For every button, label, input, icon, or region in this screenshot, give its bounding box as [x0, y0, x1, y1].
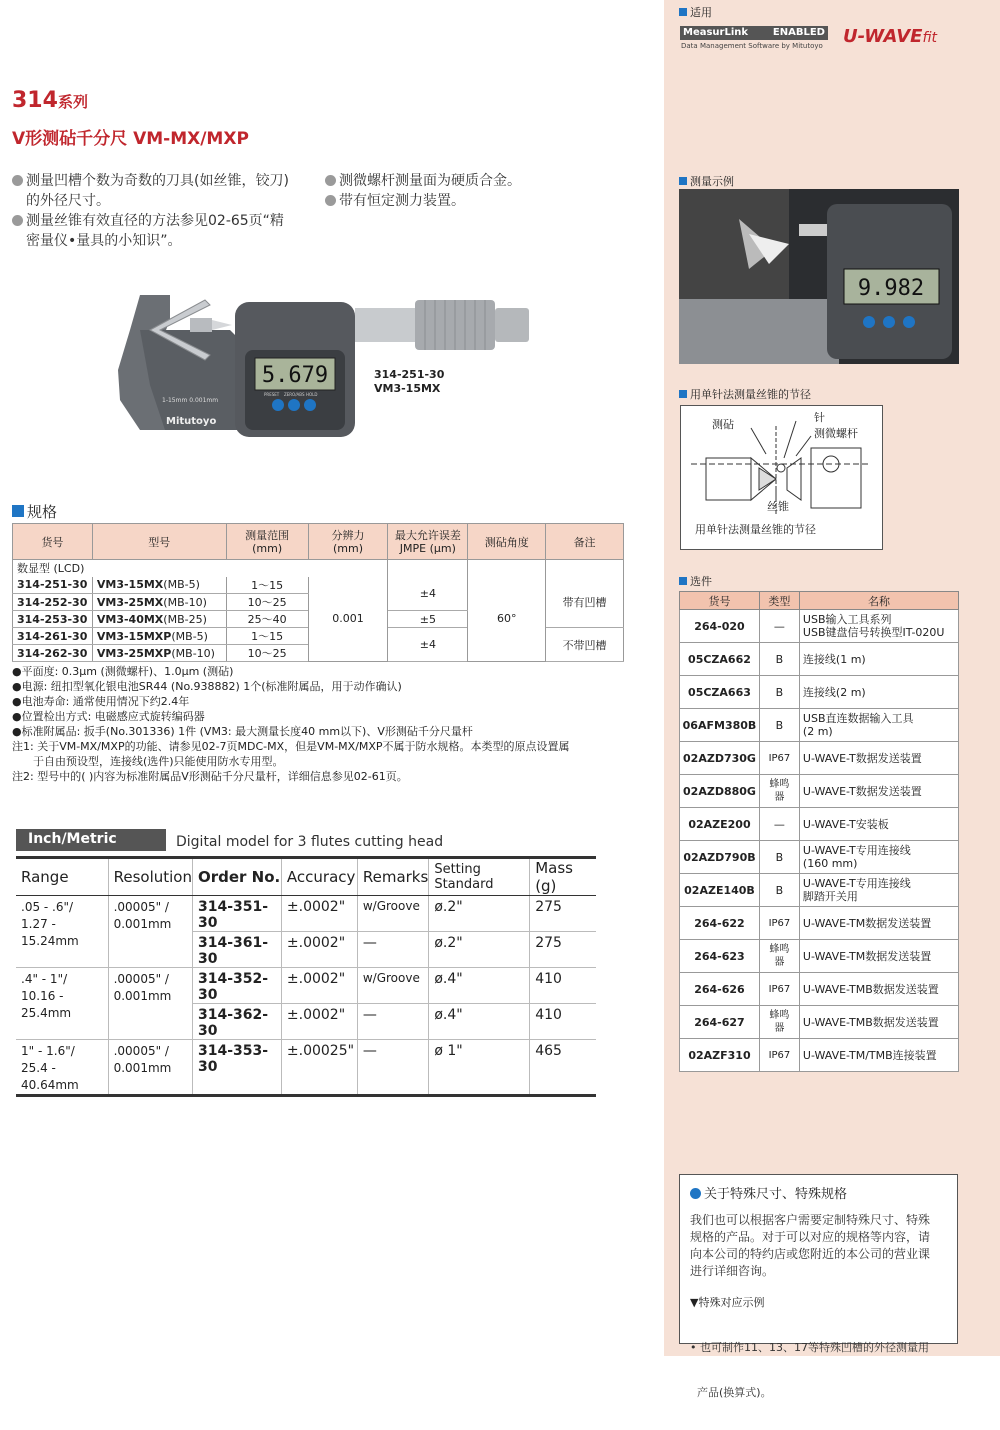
- table-row: 314-362-30 ±.0002" — ø.4" 410: [16, 1004, 596, 1040]
- label-tap: 丝锥: [767, 500, 789, 513]
- hold-label: HOLD: [306, 392, 318, 397]
- col-header: 货号: [680, 592, 760, 610]
- feature-list-left: [12, 171, 322, 251]
- col-header: Order No.: [192, 858, 281, 896]
- option-row: [680, 940, 959, 973]
- option-name-line: 连接线(2 m): [802, 685, 866, 699]
- series-title: 314系列: [12, 88, 88, 113]
- option-type: IP67: [759, 907, 799, 940]
- option-code: 264-627: [680, 1006, 760, 1039]
- table-row: 314-361-30 ±.0002" — ø.2" 275: [16, 932, 596, 968]
- option-type: IP67: [759, 742, 799, 775]
- option-row: [680, 973, 959, 1006]
- table-row: 1" - 1.6"/ 25.4 - 40.64mm .00005" / 0.001mm 314-353-30 ±.00025" — ø 1" 465: [16, 1040, 596, 1096]
- option-name-line: 脚踏开关用: [802, 890, 858, 903]
- table-row: 314-261-30 VM3-15MXP(MB-5) 1～15 ±4 不带凹槽: [13, 628, 624, 645]
- option-name-line: U-WAVE-T专用连接线: [802, 844, 911, 857]
- diagram-caption: 用单针法测量丝锥的节径: [695, 523, 816, 536]
- option-code: 05CZA663: [680, 676, 760, 709]
- spec-heading: 规格: [12, 501, 57, 522]
- product-subtitle: V形测砧千分尺 VM-MX/MXP: [12, 129, 249, 149]
- option-name: [799, 643, 958, 676]
- uwave-logo: U-WAVEfit: [843, 26, 937, 47]
- feature-item: 测量丝锥有效直径的方法参见02-65页“精: [26, 213, 284, 229]
- col-header: 类型: [759, 592, 799, 610]
- option-code: 264-623: [680, 940, 760, 973]
- measurlink-subtitle: Data Management Software by Mitutoyo: [681, 42, 823, 50]
- bullet-icon: [12, 175, 23, 186]
- option-name-line: U-WAVE-TM/TMB连接装置: [802, 1048, 937, 1062]
- option-code: 02AZF310: [680, 1039, 760, 1072]
- special-example-text: • 也可制作11、13、17等特殊凹槽的外径测量用 产品(换算式)。: [690, 1341, 929, 1399]
- option-type: B: [759, 643, 799, 676]
- table-row: 314-253-30 VM3-40MX(MB-25) 25～40 ±5: [13, 611, 624, 628]
- option-name-line: U-WAVE-T数据发送装置: [802, 784, 922, 798]
- option-name-line: U-WAVE-T数据发送装置: [802, 751, 922, 765]
- option-row: [680, 907, 959, 940]
- feature-item: 测量凹槽个数为奇数的刀具(如丝锥，铰刀): [26, 173, 289, 189]
- preset-label: PRESET: [264, 392, 280, 397]
- option-row: [680, 709, 959, 742]
- col-header: Setting Standard: [429, 858, 530, 896]
- col-header: 备注: [546, 524, 624, 560]
- option-type: IP67: [759, 973, 799, 1006]
- inch-metric-tag: Inch/Metric: [16, 829, 166, 851]
- col-header: 货号: [13, 524, 93, 560]
- lcd-value: 5.679: [261, 363, 329, 388]
- col-header: 测量范围 (mm): [226, 524, 308, 560]
- options-heading: 选件: [679, 573, 712, 589]
- option-code: 264-622: [680, 907, 760, 940]
- option-type: B: [759, 841, 799, 874]
- option-name-line: U-WAVE-TM数据发送装置: [802, 949, 932, 963]
- angle-cell: 60°: [468, 577, 546, 662]
- option-type: B: [759, 874, 799, 907]
- feature-item: 测微螺杆测量面为硬质合金。: [339, 173, 521, 189]
- col-header: 测砧角度: [468, 524, 546, 560]
- inch-caption: Digital model for 3 flutes cutting head: [176, 834, 444, 850]
- feature-item: 带有恒定测力装置。: [339, 193, 465, 209]
- option-type: B: [759, 709, 799, 742]
- option-name: [799, 808, 958, 841]
- lcd-value: 9.982: [857, 276, 925, 301]
- label-spindle: 测微螺杆: [814, 427, 858, 440]
- option-name-line: U-WAVE-T专用连接线: [802, 877, 911, 890]
- option-type: B: [759, 676, 799, 709]
- group-label: 数显型 (LCD): [13, 560, 309, 577]
- option-name: [799, 1006, 958, 1039]
- option-name-line: U-WAVE-TM数据发送装置: [802, 916, 932, 930]
- option-name: [799, 841, 958, 874]
- product-caption: 314-251-30 VM3-15MX: [374, 368, 445, 395]
- option-name: [799, 742, 958, 775]
- option-name-line: USB直连数据输入工具: [802, 712, 914, 725]
- option-type: IP67: [759, 1039, 799, 1072]
- bullet-icon: [325, 175, 336, 186]
- option-name: [799, 610, 958, 643]
- col-header: Mass (g): [530, 858, 596, 896]
- feature-item: 的外径尺寸。: [26, 193, 110, 209]
- option-row: [680, 808, 959, 841]
- special-example-heading: ▼特殊对应示例: [690, 1296, 765, 1309]
- option-name-line: USB键盘信号转换型IT-020U: [802, 626, 945, 639]
- option-code: 264-626: [680, 973, 760, 1006]
- spec-header-row: [13, 524, 624, 560]
- frame-text: 1-15mm 0.001mm: [162, 397, 219, 404]
- option-row: [680, 676, 959, 709]
- special-spec-box: [679, 1174, 958, 1399]
- option-code: 02AZD790B: [680, 841, 760, 874]
- option-code: 264-020: [680, 610, 760, 643]
- col-header: 分辨力 (mm): [308, 524, 388, 560]
- option-type: 蜂鸣器: [759, 775, 799, 808]
- label-pin: 针: [814, 411, 825, 424]
- option-code: 02AZD880G: [680, 775, 760, 808]
- bullet-icon: [12, 215, 23, 226]
- option-code: 05CZA662: [680, 643, 760, 676]
- pin-method-heading: 用单针法测量丝锥的节径: [679, 386, 811, 402]
- inch-table: [16, 856, 596, 1097]
- table-row: 314-251-30 VM3-15MX(MB-5) 1～15 0.001 ±4 60° 带有凹槽: [13, 577, 624, 594]
- brand-logo: Mitutoyo: [166, 416, 217, 427]
- col-header: Range: [16, 858, 108, 896]
- special-spec-title: 关于特殊尺寸、特殊规格: [690, 1183, 947, 1202]
- option-row: [680, 874, 959, 907]
- option-name: [799, 940, 958, 973]
- option-name-line: (160 mm): [802, 857, 858, 870]
- option-name: [799, 775, 958, 808]
- option-row: [680, 742, 959, 775]
- option-name: [799, 907, 958, 940]
- col-header: Remarks: [357, 858, 428, 896]
- applies-heading: 适用: [679, 4, 712, 20]
- option-code: 02AZE200: [680, 808, 760, 841]
- spec-notes: ●平面度: 0.3μm (测微螺杆)、1.0μm (测砧) ●电源: 纽扣型氧化银电池SR44 (No.938882) 1个(标准附属品，用于动作确认) ●电池寿命: 通常使用情况下约2.4年 ●位置检出方式: 电磁感应式旋转编码器 ●标准附属品: 扳手(No.301336) 1件 (VM3: 最大测量长度40 mm以下)、V形测砧千分尺量杆 注1: 关于VM-MX/MXP的功能、请参见02-7页MDC-MX，但是VM-MX/MXP不属于防水规格。本类型的原点设置属 于自由预设型，连接线(选件)只能使用防水专用型。 注2: 型号中的( )内容为标准附属品V形测砧千分尺量杆，详细信息参见02-61页。: [12, 665, 570, 783]
- option-row: [680, 1039, 959, 1072]
- measurement-example-photo: [679, 189, 959, 364]
- option-type: 蜂鸣器: [759, 1006, 799, 1039]
- option-row: [680, 610, 959, 643]
- option-type: 蜂鸣器: [759, 940, 799, 973]
- example-heading: 测量示例: [679, 173, 734, 189]
- option-name: [799, 676, 958, 709]
- feature-item: 密量仪•量具的小知识”。: [26, 233, 182, 249]
- option-name-line: (2 m): [802, 725, 833, 738]
- option-code: 02AZE140B: [680, 874, 760, 907]
- option-type: —: [759, 610, 799, 643]
- option-code: 02AZD730G: [680, 742, 760, 775]
- feature-list-right: [325, 171, 625, 211]
- pin-method-diagram: [680, 405, 883, 550]
- special-spec-text: 我们也可以根据客户需要定制特殊尺寸、特殊 规格的产品。对于可以对应的规格等内容，请 向本公司的特约店或您附近的本公司的营业课 进行详细咨询。: [690, 1213, 931, 1278]
- option-name-line: U-WAVE-T安装板: [802, 817, 889, 831]
- spec-table: [12, 523, 624, 662]
- measurlink-logo: MeasurLink ENABLED: [680, 26, 828, 40]
- option-name-line: U-WAVE-TMB数据发送装置: [802, 982, 939, 996]
- option-name: [799, 709, 958, 742]
- col-header: Accuracy: [281, 858, 357, 896]
- table-row: .4" - 1"/ 10.16 - 25.4mm .00005" / 0.001mm 314-352-30 ±.0002" w/Groove ø.4" 410: [16, 968, 596, 1004]
- label-anvil: 测砧: [712, 418, 734, 431]
- bullet-icon: [325, 195, 336, 206]
- option-row: [680, 775, 959, 808]
- micrometer-image: [110, 290, 540, 460]
- option-row: [680, 1006, 959, 1039]
- resolution-cell: 0.001: [308, 577, 388, 662]
- option-row: [680, 841, 959, 874]
- option-name-line: 连接线(1 m): [802, 652, 866, 666]
- zero-label: ZERO/ABS: [284, 392, 305, 397]
- option-name: [799, 874, 958, 907]
- col-header: 名称: [799, 592, 958, 610]
- options-table: [679, 591, 959, 1072]
- table-row: 314-262-30 VM3-25MXP(MB-10) 10～25: [13, 645, 624, 662]
- option-row: [680, 643, 959, 676]
- col-header: 型号: [92, 524, 226, 560]
- option-code: 06AFM380B: [680, 709, 760, 742]
- option-name: [799, 1039, 958, 1072]
- option-name: [799, 973, 958, 1006]
- option-name-line: USB输入工具系列: [802, 613, 892, 626]
- col-header: 最大允许误差 JMPE (μm): [388, 524, 468, 560]
- table-row: .05 - .6"/ 1.27 - 15.24mm .00005" / 0.001mm 314-351-30 ±.0002" w/Groove ø.2" 275: [16, 896, 596, 932]
- col-header: Resolution: [108, 858, 192, 896]
- option-name-line: U-WAVE-TMB数据发送装置: [802, 1015, 939, 1029]
- table-row: 314-252-30 VM3-25MX(MB-10) 10～25: [13, 594, 624, 611]
- option-type: —: [759, 808, 799, 841]
